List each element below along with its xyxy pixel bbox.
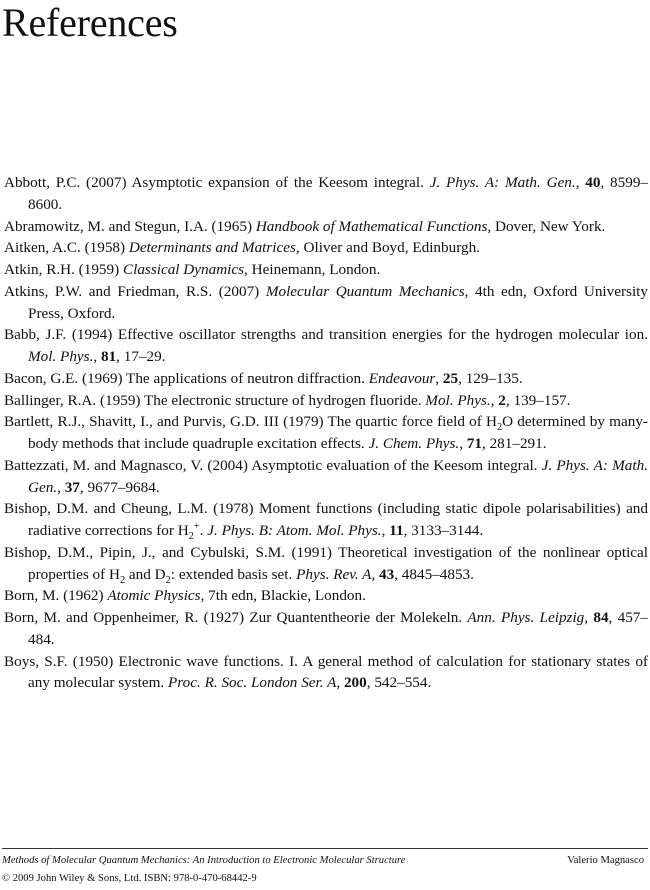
reference-text-segment: , 7th edn, Blackie, London. xyxy=(200,587,366,605)
reference-text-segment: 2 xyxy=(165,574,171,586)
reference-text-segment: Bacon, G.E. (1969) The applications of neutron diffraction. xyxy=(4,369,369,387)
reference-entry xyxy=(4,498,648,542)
reference-text-segment: Atomic Physics xyxy=(107,587,201,605)
reference-text-segment: and D xyxy=(125,565,166,583)
reference-text-segment: 2 xyxy=(496,422,503,434)
reference-text-segment: Aitken, A.C. (1958) xyxy=(4,239,129,257)
reference-entry xyxy=(4,237,648,259)
reference-text-segment: J. Phys. A: Math. Gen. xyxy=(429,174,576,191)
reference-text-segment: 2 xyxy=(119,574,126,586)
reference-text-segment: , 4th edn, Oxford University Press, Oxford. xyxy=(28,282,648,322)
reference-text-segment: , 139–157. xyxy=(505,391,571,409)
reference-text-segment: 43 xyxy=(379,565,395,583)
reference-text-segment: 2 xyxy=(498,391,506,409)
reference-text-segment: , 17–29. xyxy=(116,348,166,365)
reference-text-segment: 40 xyxy=(585,174,601,191)
reference-entry xyxy=(4,281,648,325)
reference-entry xyxy=(4,216,648,238)
reference-text-segment: , xyxy=(575,174,586,191)
reference-text-segment: 200 xyxy=(343,674,367,692)
reference-text-segment: 71 xyxy=(466,435,482,452)
reference-entry xyxy=(4,411,648,455)
reference-text-segment: Endeavour xyxy=(368,369,436,387)
reference-text-segment: 11 xyxy=(389,522,404,539)
reference-text-segment: , Dover, New York. xyxy=(487,217,606,235)
reference-text-segment: , Oliver and Boyd, Edinburgh. xyxy=(295,239,480,257)
reference-text-segment: , 457–484. xyxy=(28,609,648,648)
reference-text-segment: , xyxy=(584,609,594,626)
reference-text-segment: , xyxy=(57,478,65,496)
reference-text-segment: Abbott, P.C. (2007) Asymptotic expansion of the Keesom integral. xyxy=(4,174,430,191)
reference-text-segment: Atkin, R.H. (1959) xyxy=(4,261,123,278)
reference-text-segment: , 3133–3144. xyxy=(403,522,484,539)
reference-text-segment: Boys, S.F. (1950) Electronic wave functions. I. A general method of calculation for stationary states of any molecular system. xyxy=(4,652,648,692)
reference-text-segment: , 4845–4853. xyxy=(394,565,474,583)
references-list xyxy=(4,172,648,694)
reference-text-segment: Battezzati, M. and Magnasco, V. (2004) Asymptotic evaluation of the Keesom integral. xyxy=(4,456,542,474)
reference-text-segment: . xyxy=(199,522,208,539)
reference-text-segment: Classical Dynamics xyxy=(122,261,245,278)
reference-text-segment: 81 xyxy=(100,348,117,365)
reference-text-segment: , xyxy=(435,369,443,387)
reference-text-segment: , 9677–9684. xyxy=(79,478,160,496)
reference-entry xyxy=(4,172,648,216)
page-title: References xyxy=(2,0,178,45)
reference-text-segment: Handbook of Mathematical Functions xyxy=(255,217,488,235)
reference-entry xyxy=(4,368,648,390)
reference-text-segment: , 542–554. xyxy=(366,674,432,692)
reference-entry xyxy=(4,607,648,651)
reference-text-segment: Molecular Quantum Mechanics xyxy=(265,282,465,300)
reference-text-segment: Ann. Phys. Leipzig xyxy=(467,609,585,626)
reference-text-segment: Atkins, P.W. and Friedman, R.S. (2007) xyxy=(4,282,266,300)
reference-entry xyxy=(4,259,648,281)
reference-text-segment: , xyxy=(93,348,101,365)
reference-text-segment: Bishop, D.M. and Cheung, L.M. (1978) Moment functions (including static dipole polarisabilities) and radiative corrections for H xyxy=(4,500,648,539)
reference-text-segment: J. Phys. A: Math. Gen. xyxy=(28,456,649,496)
footer-line-1 xyxy=(2,854,648,868)
reference-text-segment: Mol. Phys. xyxy=(425,391,491,409)
reference-text-segment: O determined by many-body methods that include quadruple excitation effects. xyxy=(28,413,648,452)
reference-entry xyxy=(4,390,648,412)
reference-text-segment: J. Chem. Phys. xyxy=(368,435,460,452)
reference-text-segment: + xyxy=(193,520,200,532)
reference-text-segment: Bartlett, R.J., Shavitt, I., and Purvis, G.D. III (1979) The quartic force field of H xyxy=(4,413,497,431)
reference-text-segment: J. Phys. B: Atom. Mol. Phys. xyxy=(207,522,382,539)
reference-text-segment: Ballinger, R.A. (1959) The electronic structure of hydrogen fluoride. xyxy=(4,391,426,409)
reference-text-segment: 84 xyxy=(593,609,609,626)
reference-text-segment: Mol. Phys. xyxy=(28,348,94,365)
reference-text-segment: Bishop, D.M., Pipin, J., and Cybulski, S.M. (1991) Theoretical investigation of the nonlinear optical properties of H xyxy=(4,543,648,583)
reference-text-segment: 37 xyxy=(64,478,80,496)
reference-entry xyxy=(4,542,648,586)
reference-text-segment: Born, M. (1962) xyxy=(4,587,108,605)
footer-copyright: © 2009 John Wiley & Sons, Ltd. ISBN: 978-0-470-68442-9 xyxy=(2,873,257,884)
reference-text-segment: , 281–291. xyxy=(481,435,547,452)
reference-text-segment: , xyxy=(490,391,499,409)
reference-text-segment: Born, M. and Oppenheimer, R. (1927) Zur Quantentheorie der Molekeln. xyxy=(4,609,468,626)
reference-text-segment: Abramowitz, M. and Stegun, I.A. (1965) xyxy=(4,217,256,235)
reference-text-segment: , xyxy=(336,674,344,692)
reference-text-segment: : extended basis set. xyxy=(170,565,297,583)
reference-text-segment: 25 xyxy=(442,369,459,387)
footer-author: Valerio Magnasco xyxy=(567,855,644,866)
reference-text-segment: Determinants and Matrices xyxy=(128,239,296,257)
reference-entry xyxy=(4,651,648,695)
reference-text-segment: 2 xyxy=(188,531,194,543)
reference-text-segment: , xyxy=(381,522,390,539)
reference-text-segment: , xyxy=(459,435,467,452)
reference-text-segment: , 8599–8600. xyxy=(28,174,649,213)
footer-book-title: Methods of Molecular Quantum Mechanics: An Introduction to Electronic Molecular Structure xyxy=(2,855,406,866)
footer-divider xyxy=(2,848,648,849)
reference-entry xyxy=(4,455,648,499)
reference-entry xyxy=(4,585,648,607)
reference-entry xyxy=(4,324,648,368)
reference-text-segment: Phys. Rev. A xyxy=(296,565,372,583)
reference-text-segment: , Heinemann, London. xyxy=(244,261,381,278)
reference-text-segment: , 129–135. xyxy=(458,369,523,387)
reference-text-segment: , xyxy=(371,565,380,583)
reference-text-segment: Babb, J.F. (1994) Effective oscillator strengths and transition energies for the hydrogen molecular ion. xyxy=(4,326,648,344)
reference-text-segment: Proc. R. Soc. London Ser. A xyxy=(168,674,337,692)
